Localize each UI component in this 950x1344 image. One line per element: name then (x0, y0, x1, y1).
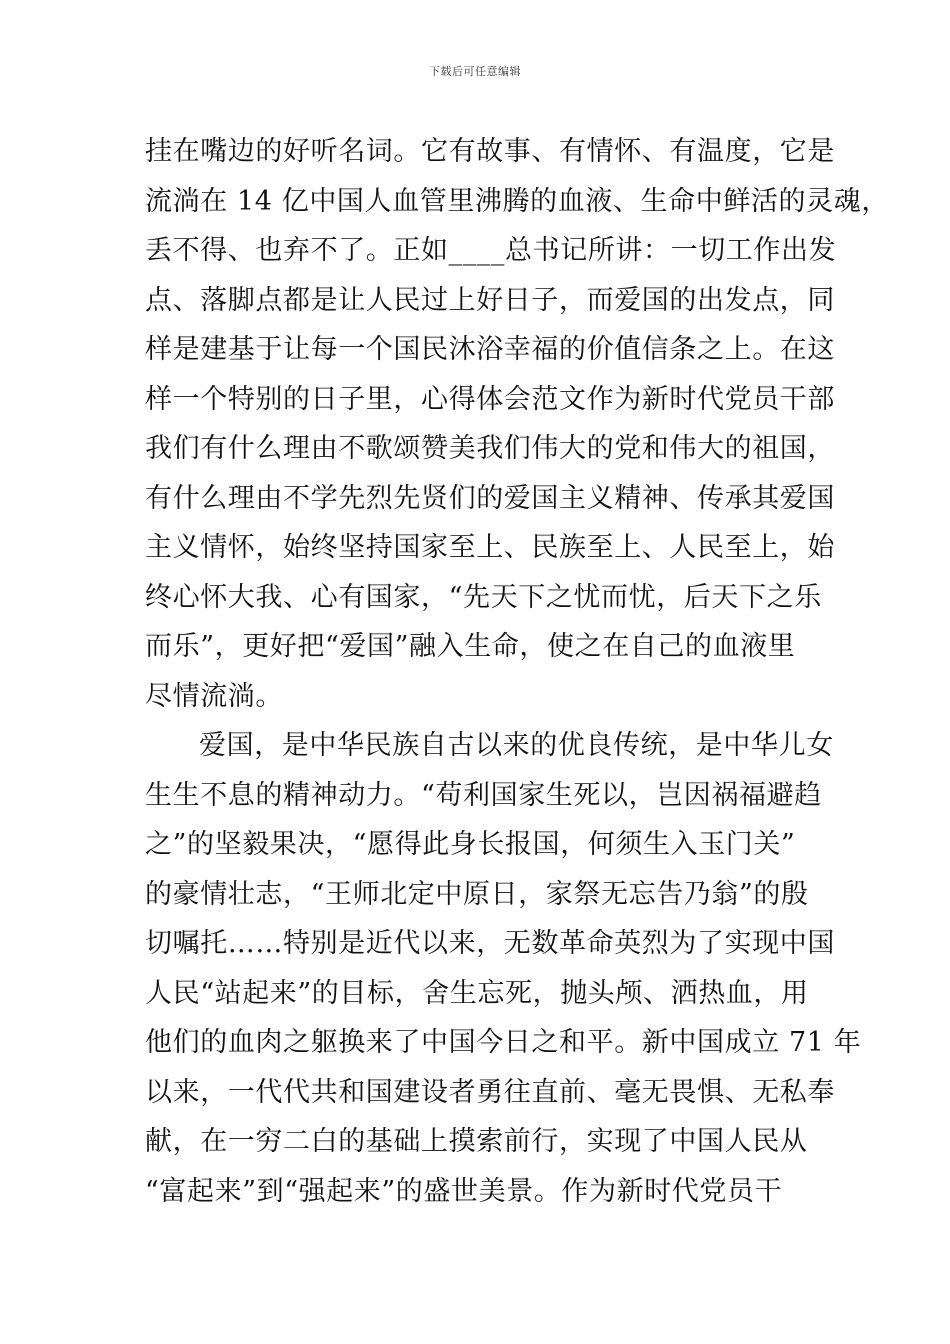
text-line: 他们的血肉之躯换来了中国今日之和平。新中国成立 71 年 (145, 1027, 862, 1058)
text-line: 样一个特别的日子里，心得体会范文作为新时代党员干部 (145, 383, 835, 415)
text-line: 样是建基于让每一个国民沐浴幸福的价值信条之上。在这 (145, 334, 835, 365)
text-line: 以来，一代代共和国建设者勇往直前、毫无畏惧、无私奉 (145, 1076, 835, 1108)
text-line: 的豪情壮志，“王师北定中原日，家祭无忘告乃翁”的殷 (145, 878, 809, 910)
text-line: “富起来”到“强起来”的盛世美景。作为新时代党员干 (145, 1175, 783, 1207)
text-line: 生生不息的精神动力。“苟利国家生死以，岂因祸福避趋 (145, 779, 822, 811)
page-header: 下载后可任意编辑 (429, 65, 521, 78)
text-line: 之”的坚毅果决，“愿得此身长报国，何须生入玉门关” (145, 829, 796, 860)
text-line: 挂在嘴边的好听名词。它有故事、有情怀、有温度，它是 (145, 136, 835, 167)
text-line: 有什么理由不学先烈先贤们的爱国主义精神、传承其爱国 (145, 482, 835, 514)
text-line: 尽情流淌。 (145, 680, 283, 712)
text-line: 流淌在 14 亿中国人血管里沸腾的血液、生命中鲜活的灵魂， (145, 185, 889, 217)
text-line: 主义情怀，始终坚持国家至上、民族至上、人民至上，始 (145, 532, 835, 563)
text-line: 点、落脚点都是让人民过上好日子，而爱国的出发点，同 (145, 284, 835, 316)
text-line: 献，在一穷二白的基础上摸索前行，实现了中国人民从 (145, 1126, 808, 1157)
text-line: 切嘱托……特别是近代以来，无数革命英烈为了实现中国 (145, 928, 835, 959)
text-line: 终心怀大我、心有国家，“先天下之忧而忧，后天下之乐 (145, 581, 822, 613)
text-line: 丢不得、也弃不了。正如____总书记所讲：一切工作出发 (145, 235, 837, 266)
document-body (145, 127, 889, 1216)
text-line: 人民“站起来”的目标，舍生忘死，抛头颅、洒热血，用 (145, 977, 809, 1009)
text-line: 而乐”，更好把“爱国”融入生命，使之在自己的血液里 (145, 631, 796, 662)
paragraph-start-line: 爱国，是中华民族自古以来的优良传统，是中华儿女 (199, 730, 834, 761)
text-line: 我们有什么理由不歌颂赞美我们伟大的党和伟大的祖国， (145, 433, 835, 464)
